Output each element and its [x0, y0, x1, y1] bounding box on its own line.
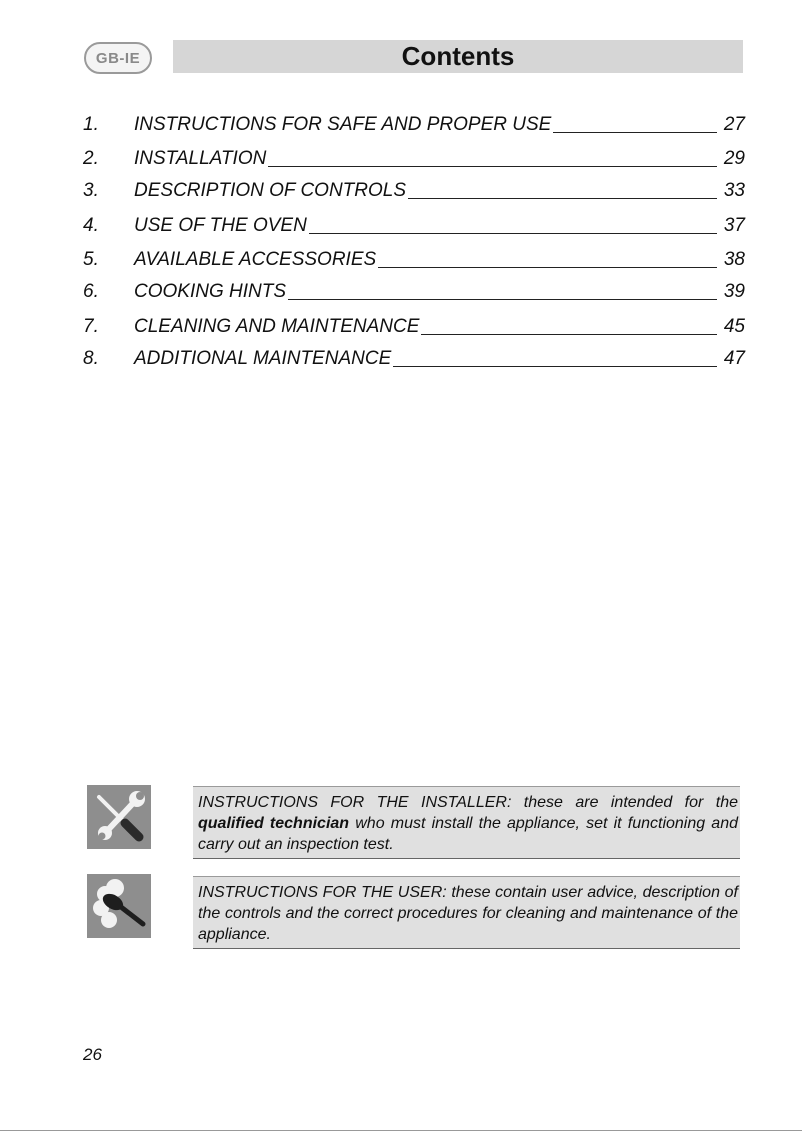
toc-number: 7. — [83, 316, 99, 337]
installer-note — [193, 786, 740, 859]
toc-page: 38 — [723, 249, 745, 270]
region-badge: GB-IE — [84, 42, 152, 74]
toc-title: AVAILABLE ACCESSORIES — [134, 249, 377, 270]
tools-icon — [87, 785, 151, 849]
toc-entry[interactable] — [83, 211, 745, 237]
page-number: 26 — [83, 1045, 102, 1064]
installer-note-text-start: INSTRUCTIONS FOR THE INSTALLER: these are intended for the — [198, 794, 738, 811]
toc-entry[interactable] — [83, 245, 745, 271]
toc-page: 39 — [723, 281, 745, 302]
toc-number: 1. — [83, 114, 99, 135]
toc-page: 45 — [723, 316, 745, 337]
toc-title: INSTALLATION — [134, 148, 267, 169]
toc-leader — [378, 266, 717, 268]
toc-number: 2. — [83, 148, 99, 169]
toc-leader — [553, 131, 717, 133]
user-note — [193, 876, 740, 949]
toc-number: 6. — [83, 281, 99, 302]
toc-number: 5. — [83, 249, 99, 270]
toc-leader — [393, 365, 717, 367]
chef-spoon-icon — [87, 874, 151, 938]
toc-title: DESCRIPTION OF CONTROLS — [134, 180, 407, 201]
toc-title: ADDITIONAL MAINTENANCE — [134, 348, 392, 369]
toc-title: CLEANING AND MAINTENANCE — [134, 316, 420, 337]
toc-entry[interactable] — [83, 176, 745, 202]
toc-leader — [268, 165, 717, 167]
toc-number: 4. — [83, 215, 99, 236]
page-title: Contents — [401, 41, 515, 71]
toc-leader — [408, 197, 717, 199]
toc-leader — [421, 333, 717, 335]
toc-page: 27 — [723, 114, 745, 135]
toc-entry[interactable] — [83, 144, 745, 170]
toc-leader — [288, 298, 717, 300]
toc-page: 33 — [723, 180, 745, 201]
toc-entry[interactable] — [83, 110, 745, 136]
toc-number: 3. — [83, 180, 99, 201]
bottom-rule — [0, 1130, 802, 1131]
toc-title: INSTRUCTIONS FOR SAFE AND PROPER USE — [134, 114, 552, 135]
toc-page: 47 — [723, 348, 745, 369]
installer-note-emphasis: qualified technician — [198, 815, 350, 832]
toc-number: 8. — [83, 348, 99, 369]
toc-page: 37 — [723, 215, 745, 236]
toc-leader — [309, 232, 717, 234]
toc-page: 29 — [723, 148, 745, 169]
toc-title: COOKING HINTS — [134, 281, 287, 302]
toc-entry[interactable] — [83, 277, 745, 303]
toc-entry[interactable] — [83, 312, 745, 338]
installer-note-text-end: who must install the appliance, set it functioning and carry out an inspection test. — [198, 815, 739, 853]
user-note-text: INSTRUCTIONS FOR THE USER: these contain user advice, description of the controls and the correct procedures for cleaning and maintenance of the appliance. — [198, 884, 738, 943]
toc-title: USE OF THE OVEN — [134, 215, 307, 236]
title-bar — [173, 40, 743, 73]
toc-entry[interactable] — [83, 344, 745, 370]
